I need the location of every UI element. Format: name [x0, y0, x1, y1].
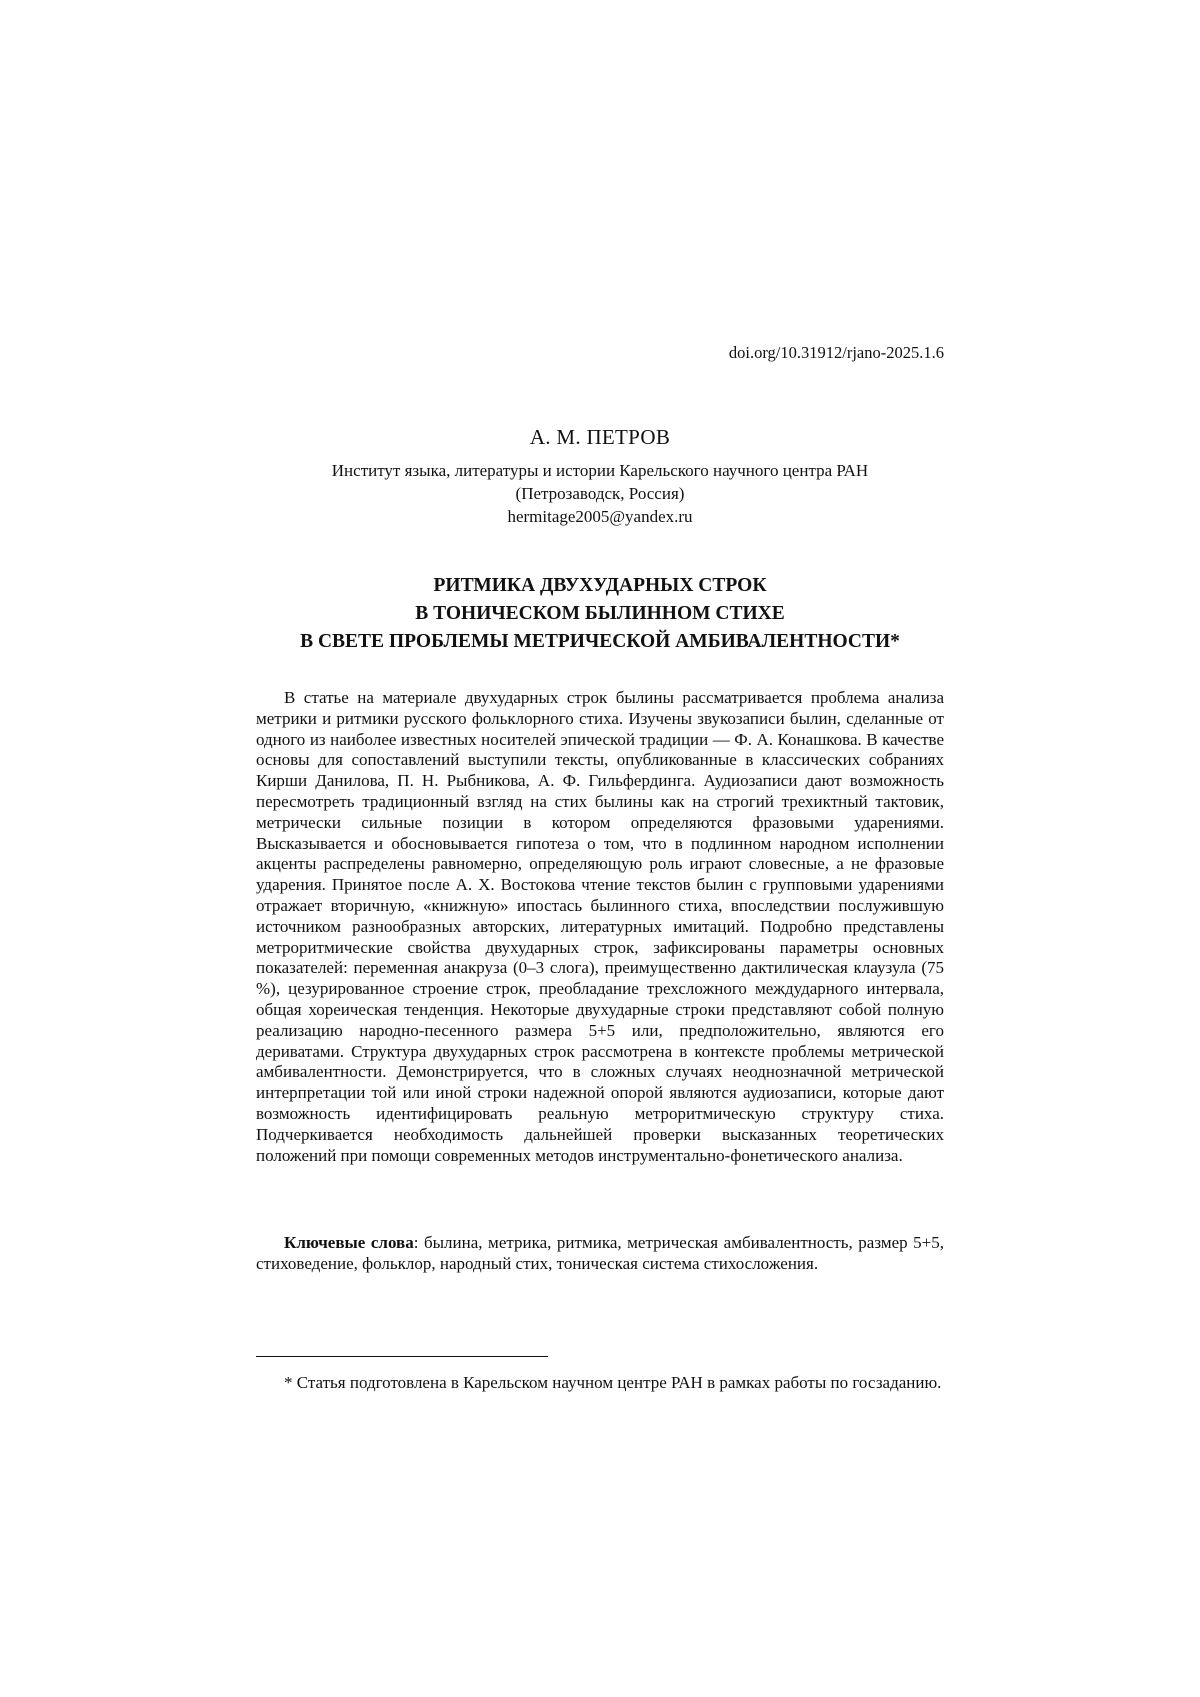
doi-link[interactable]: doi.org/10.31912/rjano-2025.1.6 — [728, 343, 944, 362]
title-line-3: В СВЕТЕ ПРОБЛЕМЫ МЕТРИЧЕСКОЙ АМБИВАЛЕНТНОСТИ* — [300, 631, 900, 652]
keywords-label: Ключевые слова — [284, 1233, 414, 1252]
title-line-1: РИТМИКА ДВУХУДАРНЫХ СТРОК — [433, 575, 767, 596]
footnote: * Статья подготовлена в Карельском научном центре РАН в рамках работы по госзаданию. — [284, 1373, 942, 1392]
affiliation-institute: Институт языка, литературы и истории Карельского научного центра РАН — [331, 461, 869, 480]
abstract-paragraph: В статье на материале двухударных строк былины рассматривается проблема анализа метрики и ритмики русского фольклорного стиха. Изучены звукозаписи былин, сделанные от одного из наиболее известных носителей эпической традиции — Ф. А. Конашкова. В качестве основы для сопоставлений выступили тексты, опубликованные в классических собраниях Кирши Данилова, П. Н. Рыбникова, А. Ф. Гильфердинга. Аудиозаписи дают возможность пересмотреть традиционный взгляд на стих былины как на строгий трехиктный тактовик, метрически сильные позиции в котором определяются фразовыми ударениями. Высказывается и обосновывается гипотеза о том, что в подлинном народном исполнении акценты распределены равномерно, определяющую роль играют словесные, а не фразовые ударения. Принятое после А. Х. Востокова чтение текстов былин с групповыми ударениями отражает вторичную, «книжную» ипостась былинного стиха, впоследствии послужившую источником разнообразных авторских, литературных имитаций. Подробно представлены метроритмические свойства двухударных строк, зафиксированы параметры основных показателей: переменная анакруза (0–3 слога), преимущественно дактилическая клаузула (75 %), цезурированное строение строк, преобладание трехсложного междударного интервала, общая хореическая тенденция. Некоторые двухударные строки представляют собой полную реализацию народно-песенного размера 5+5 или, предположительно, являются его дериватами. Структура двухударных строк рассмотрена в контексте проблемы метрической амбивалентности. Демонстрируется, что в сложных случаях неоднозначной метрической интерпретации той или иной строки надежной опорой являются аудиозаписи, которые дают возможность идентифицировать реальную метроритмическую структуру стиха. Подчеркивается необходимость дальнейшей проверки высказанных теоретических положений при помощи современных методов инструментально-фонетического анализа. — [256, 688, 944, 1165]
footnote-divider — [256, 1356, 548, 1357]
author-email[interactable]: hermitage2005@yandex.ru — [507, 507, 693, 526]
author-name: А. М. ПЕТРОВ — [529, 425, 671, 449]
keywords-list: : былина, метрика, ритмика, метрическая амбивалентность, размер 5+5, стиховедение, фольклор, народный стих, тоническая система стихосложения. — [256, 1233, 944, 1273]
affiliation-city: (Петрозаводск, Россия) — [515, 484, 685, 503]
title-line-2: В ТОНИЧЕСКОМ БЫЛИННОМ СТИХЕ — [415, 603, 785, 624]
author-affiliation — [0, 459, 1200, 528]
keywords-paragraph — [256, 1232, 944, 1274]
article-title — [0, 572, 1200, 656]
